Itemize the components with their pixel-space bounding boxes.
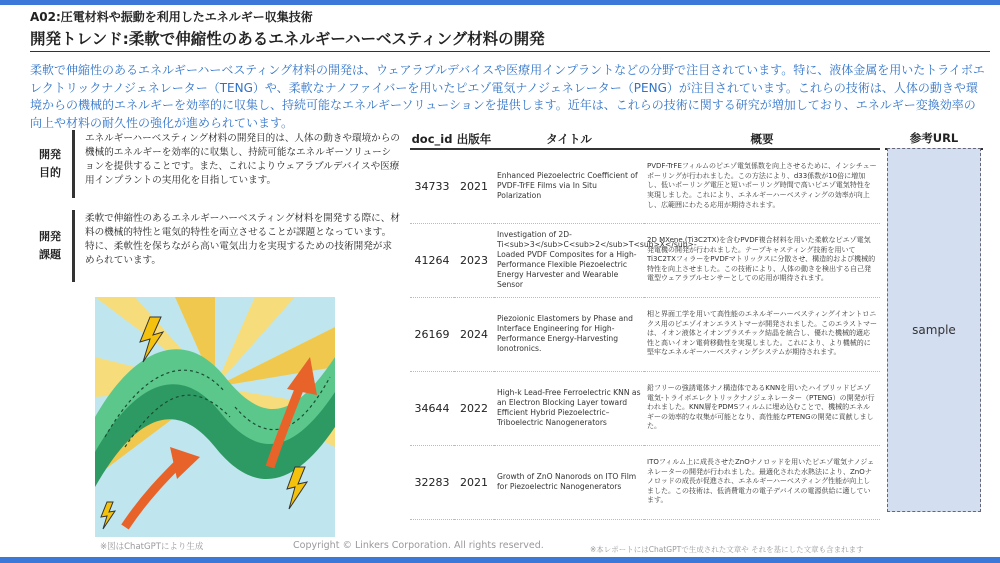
cell-year: 2022 <box>454 371 494 445</box>
cell-doc-id: 26169 <box>410 297 454 371</box>
cell-title: High-k Lead-Free Ferroelectric KNN as an Electron Blocking Layer toward Efficient Hybrid Piezoelectric–Triboelectric Nanogenerators <box>494 371 644 445</box>
col-header-doc-id: doc_id <box>410 130 454 149</box>
challenge-label: 開発 課題 <box>39 230 61 261</box>
cell-title: Investigation of 2D-Ti<sub>3</sub>C<sub>2</sub>T<sub>X</sub>-Loaded PVDF Composites for a High-Performance Flexible Piezoelectric Energy Harvester and Wearable Sensor <box>494 223 644 297</box>
document-table <box>410 130 880 520</box>
table-row <box>410 445 880 519</box>
cell-title: Growth of ZnO Nanorods on ITO Film for Piezoelectric Nanogenerators <box>494 445 644 519</box>
purpose-block <box>30 130 400 198</box>
top-accent-bar <box>0 0 1000 5</box>
copyright-notice: Copyright © Linkers Corporation. All rights reserved. <box>293 540 544 551</box>
cell-doc-id: 32283 <box>410 445 454 519</box>
page-title: 開発トレンド:柔軟で伸縮性のあるエネルギーハーベスティング材料の開発 <box>30 30 545 48</box>
purpose-label: 開発 目的 <box>39 148 61 179</box>
reference-url-placeholder[interactable] <box>887 148 981 512</box>
challenge-divider <box>72 210 75 282</box>
table-row <box>410 371 880 445</box>
cell-doc-id: 34644 <box>410 371 454 445</box>
cell-year: 2024 <box>454 297 494 371</box>
energy-wave-illustration <box>95 297 335 537</box>
table-header-row <box>410 130 880 149</box>
cell-summary: 鉛フリーの強誘電体ナノ構造体であるKNNを用いたハイブリッドピエゾ電気-トライボエレクトリックナノジェネレーター（PTENG）の開発が行われました。KNN層をPDMSフィルムに埋め込むことで、機械的エネルギーの効率的な収集が可能となり、高性能なPTENGの開発に貢献しました。 <box>644 371 880 445</box>
cell-doc-id: 34733 <box>410 149 454 223</box>
illustration-credit: ※図はChatGPTにより生成 <box>100 542 204 552</box>
challenge-text: 柔軟で伸縮性のあるエネルギーハーベスティング材料を開発する際に、材料の機械的特性と電気的特性を両立させることが課題となっています。特に、柔軟性を保ちながら高い電気出力を実現するための技術開発が求められています。 <box>85 213 400 266</box>
col-header-summary: 概要 <box>644 130 880 149</box>
cell-summary: 2D MXene (Ti3C2TX)を含むPVDF複合材料を用いた柔軟なピエゾ電気発電機の開発が行われました。テープキャスティング技術を用いてTi3C2TXフィラーをPVDFマトリックスに分散させ、構造的および機械的特性を向上させました。この技術により、人体の動きを検出する自己発電型ウェアラブルセンサーとしての応用が期待されます。 <box>644 223 880 297</box>
ai-disclaimer: ※本レポートにはChatGPTで生成された文章や それを基にした文章も含まれます <box>590 545 864 554</box>
cell-title: Enhanced Piezoelectric Coefficient of PVDF-TrFE Films via In Situ Polarization <box>494 149 644 223</box>
url-placeholder-label: sample <box>912 323 956 337</box>
cell-year: 2021 <box>454 149 494 223</box>
cell-summary: PVDF-TrFEフィルムのピエゾ電気係数を向上させるために、インシチューポーリングが行われました。この方法により、d33係数が10倍に増加し、低いポーリング電圧と短いポーリング時間で高いピエゾ電気特性を実現しました。これにより、エネルギーハーベスティングの効率が向上し、広範囲にわたる応用が期待されます。 <box>644 149 880 223</box>
section-subtitle: A02:圧電材料や振動を利用したエネルギー収集技術 <box>30 10 313 24</box>
intro-paragraph: 柔軟で伸縮性のあるエネルギーハーベスティング材料の開発は、ウェアラブルデバイスや医療用インプラントなどの分野で注目されています。特に、液体金属を用いたトライボエレクトリックナノジェネレーター（TENG）や、柔軟なナノファイバーを用いたピエゾ電気ナノジェネレーター（PENG）が注目されています。これらの技術は、人体の動きや環境からの機械的エネルギーを効率的に収集し、持続可能なエネルギーソリューションを提供します。近年は、これらの技術に関する研究が増加しており、エネルギー変換効率の向上や材料の耐久性の強化が進められています。 <box>30 63 985 130</box>
cell-summary: ITOフィルム上に成長させたZnOナノロッドを用いたピエゾ電気ナノジェネレーターの開発が行われました。最適化された水熱法により、ZnOナノロッドの成長が促進され、エネルギーハーベスティング性能が向上しました。この技術は、低消費電力の電子デバイスの電源供給に適しています。 <box>644 445 880 519</box>
challenge-block <box>30 210 400 282</box>
table-row <box>410 297 880 371</box>
illustration-svg <box>95 297 335 537</box>
title-divider <box>30 51 990 52</box>
table-row <box>410 149 880 223</box>
cell-summary: 相と界面工学を用いて高性能のエネルギーハーベスティングイオントロニクス用のピエゾイオンエラストマーが開発されました。このエラストマーは、イオン液体とイオンプラスチック結晶を統合し、優れた機械的適応性と高いイオン電荷移動性を実現しました。これにより、より機械的に堅牢なエネルギーハーベスティングシステムが期待されます。 <box>644 297 880 371</box>
table-row <box>410 223 880 297</box>
purpose-text: エネルギーハーベスティング材料の開発目的は、人体の動きや環境からの機械的エネルギーを効率的に収集し、持続可能なエネルギーソリューションを提供することです。また、これによりウェアラブルデバイスや医療用インプラントの実用化を目指しています。 <box>85 133 400 186</box>
cell-doc-id: 41264 <box>410 223 454 297</box>
cell-year: 2021 <box>454 445 494 519</box>
col-header-url: 参考URL <box>885 130 983 150</box>
cell-year: 2023 <box>454 223 494 297</box>
cell-title: Piezoionic Elastomers by Phase and Interface Engineering for High-Performance Energy-Harvesting Ionotronics. <box>494 297 644 371</box>
col-header-year: 出版年 <box>454 130 494 149</box>
purpose-divider <box>72 130 75 198</box>
col-header-title: タイトル <box>494 130 644 149</box>
bottom-accent-bar <box>0 557 1000 563</box>
